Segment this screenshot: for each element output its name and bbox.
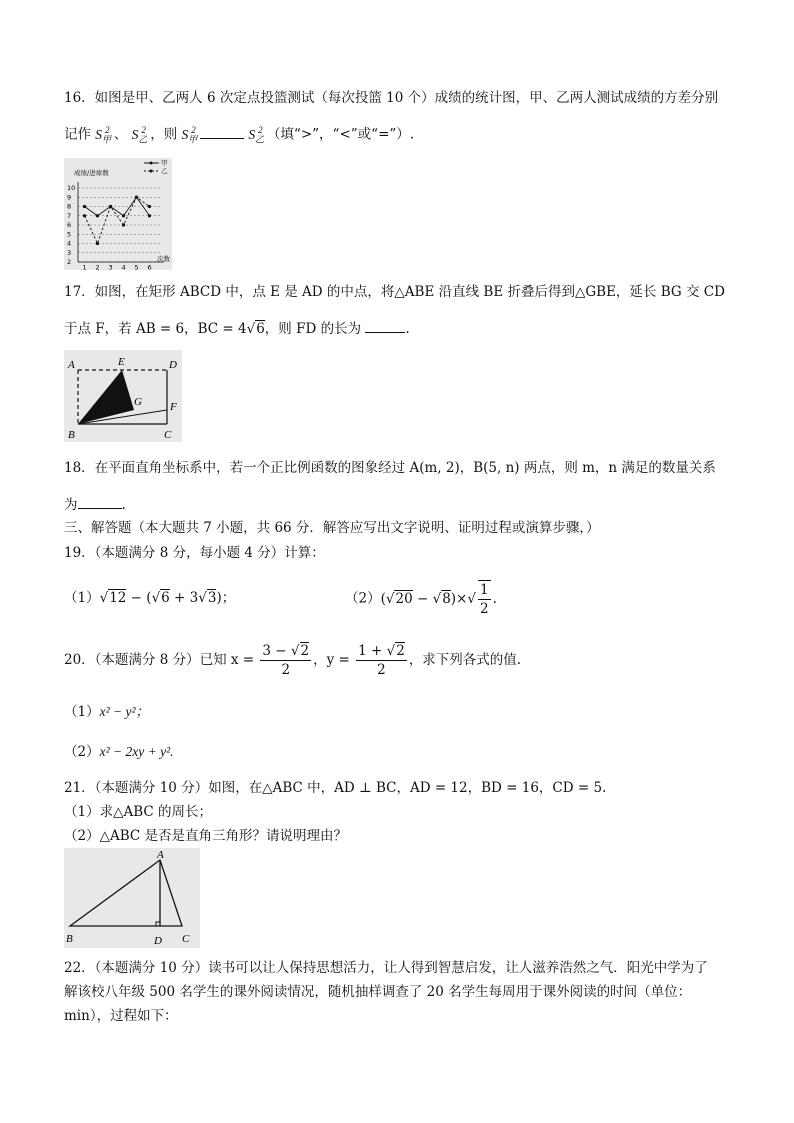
chart-ylabel: 成绩/进球数 xyxy=(74,169,109,177)
legend-label-jia: 甲 xyxy=(161,159,168,167)
q16-line2-b: ，则 xyxy=(150,126,182,143)
data-point-yi-4 xyxy=(122,223,125,226)
q20-part2-expr: x² − 2xy + y². xyxy=(99,744,174,759)
figure-background xyxy=(64,848,200,948)
label-E: E xyxy=(118,356,125,368)
y-tick-label-8: 8 xyxy=(67,202,72,211)
q17-line2-a: 于点 F，若 AB = 6，BC = 4 xyxy=(64,321,247,337)
q20-part1 xyxy=(64,702,149,722)
q21-triangle-figure xyxy=(64,848,200,948)
y-tick-label-2: 2 xyxy=(67,258,72,267)
q17-rectangle-figure xyxy=(64,350,182,442)
x-tick-label-1: 1 xyxy=(82,263,87,270)
q21-part2: （2）△ABC 是否是直角三角形？请说明理由？ xyxy=(64,828,348,844)
y-tick-label-4: 4 xyxy=(67,239,72,248)
q20-mid: ，y = xyxy=(313,652,350,668)
q22-line2: 解该校八年级 500 名学生的课外阅读情况，随机抽样调查了 20 名学生每周用于课外阅读的时间（单位： xyxy=(64,984,692,1000)
label-F: F xyxy=(170,401,177,413)
q20-part1-label: （1） xyxy=(64,704,100,720)
data-point-jia-6 xyxy=(148,214,151,217)
q16-line2-c: （填“>”，“<”或“=”）. xyxy=(266,126,415,143)
label-C: C xyxy=(182,933,190,945)
data-point-jia-1 xyxy=(83,205,86,208)
q19-part2-label: （2） xyxy=(345,590,381,607)
q17-line1: 17．如图，在矩形 ABCD 中，点 E 是 AD 的中点，将△ABE 沿直线 BE 折叠后得到△GBE，延长 BG 交 CD xyxy=(64,284,725,300)
data-point-yi-1 xyxy=(83,214,86,217)
label-A: A xyxy=(157,849,164,861)
y-tick-label-5: 5 xyxy=(67,230,72,239)
label-C: C xyxy=(164,429,172,441)
x-tick-label-4: 4 xyxy=(121,263,126,270)
q16-s-jia-2: $S_甲^2$ xyxy=(181,125,198,145)
q19-part2-expr: (√20 − √8)×√ $\frac{1}{2}$ . xyxy=(380,582,497,617)
legend-label-yi: 乙 xyxy=(161,167,168,175)
data-point-yi-2 xyxy=(96,242,99,245)
chart-xlabel: 次数 xyxy=(157,255,170,263)
q19-part1 xyxy=(64,588,235,608)
q16-line1: 16．如图是甲、乙两人 6 次定点投篮测试（每次投篮 10 个）成绩的统计图，甲、乙两人测试成绩的方差分别 xyxy=(64,90,719,106)
q17-line2-b: ，则 FD 的长为 xyxy=(264,321,362,337)
q19-part1-label: （1） xyxy=(64,590,100,606)
q20-title-a: 20．（本题满分 8 分）已知 x = xyxy=(64,652,255,668)
q18-line2 xyxy=(64,494,126,515)
q16-line2 xyxy=(64,120,414,149)
q20-part2-label: （2） xyxy=(64,744,100,760)
q19-part2 xyxy=(345,580,497,618)
q20-part2 xyxy=(64,742,174,762)
q16-s-yi-2: $S_乙^2$ xyxy=(248,125,265,145)
q17-line2-c: . xyxy=(405,321,410,337)
q16-s-yi: $S_乙^2$ xyxy=(131,125,148,145)
legend-marker-yi xyxy=(150,170,153,173)
q20-title xyxy=(64,640,521,680)
y-tick-label-7: 7 xyxy=(67,211,72,220)
section3-title xyxy=(64,518,600,538)
q16-line-chart xyxy=(64,158,172,270)
q16-line2-a: 记作 xyxy=(64,126,96,143)
q20-y-fraction: $\frac{1 + √2}{2}$ xyxy=(358,643,405,678)
q21-part1: （1）求△ABC 的周长； xyxy=(64,804,213,820)
q16-sep: 、 xyxy=(113,126,128,143)
data-point-jia-2 xyxy=(96,214,99,217)
data-point-jia-4 xyxy=(122,214,125,217)
q20-title-b: ，求下列各式的值. xyxy=(408,652,522,668)
q22-line3: min），过程如下： xyxy=(64,1008,178,1024)
q17-answer-blank[interactable] xyxy=(365,318,405,333)
x-tick-label-6: 6 xyxy=(147,263,152,270)
label-A: A xyxy=(68,359,75,371)
label-B: B xyxy=(66,933,73,945)
q17-sqrt: √6 xyxy=(246,321,265,337)
q19-title: 19．（本题满分 8 分，每小题 4 分）计算： xyxy=(64,545,325,561)
label-D: D xyxy=(169,359,177,371)
section3-title-text: 三、解答题（本大题共 7 小题，共 66 分．解答应写出文字说明、证明过程或演算步骤，） xyxy=(64,520,600,536)
y-tick-label-3: 3 xyxy=(67,248,72,257)
q18-line2-a: 为 xyxy=(64,497,78,513)
q20-part1-expr: x² − y²； xyxy=(99,704,150,719)
q18-line1: 18．在平面直角坐标系中，若一个正比例函数的图象经过 A(m, 2)，B(5, n) 两点，则 m，n 满足的数量关系 xyxy=(64,460,716,476)
data-point-yi-5 xyxy=(135,196,138,199)
x-tick-label-5: 5 xyxy=(134,263,139,270)
q18-line2-b: . xyxy=(121,497,126,513)
q18-answer-blank[interactable] xyxy=(78,494,122,509)
label-D: D xyxy=(154,935,162,947)
q17-line2 xyxy=(64,318,410,339)
x-tick-label-2: 2 xyxy=(95,263,100,270)
legend-marker-jia xyxy=(150,162,153,165)
q16-s-jia: $S_甲^2$ xyxy=(95,125,112,145)
q19-part1-expr: √12 − (√6 + 3√3)； xyxy=(99,590,236,606)
data-point-yi-6 xyxy=(148,205,151,208)
label-G: G xyxy=(134,396,142,408)
y-tick-label-10: 10 xyxy=(67,184,76,193)
q16-answer-blank[interactable] xyxy=(200,124,244,139)
q20-x-fraction: $\frac{3 - √2}{2}$ xyxy=(262,643,310,678)
data-point-yi-3 xyxy=(109,205,112,208)
label-B: B xyxy=(68,429,75,441)
q22-line1: 22．（本题满分 10 分）读书可以让人保持思想活力，让人得到智慧启发，让人滋养浩然之气．阳光中学为了 xyxy=(64,960,708,976)
y-tick-label-6: 6 xyxy=(67,221,72,230)
x-tick-label-3: 3 xyxy=(108,263,113,270)
q21-title: 21．（本题满分 10 分）如图，在△ABC 中，AD ⊥ BC，AD = 12，BD = 16，CD = 5. xyxy=(64,780,607,796)
y-tick-label-9: 9 xyxy=(67,193,72,202)
